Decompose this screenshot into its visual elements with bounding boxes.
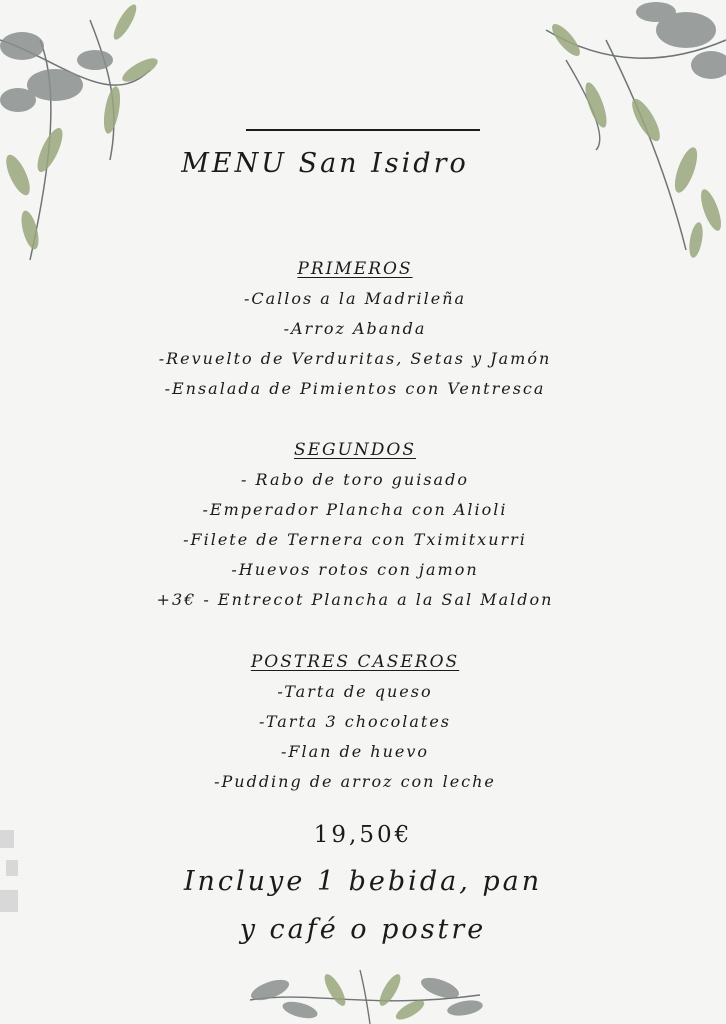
menu-item: -Revuelto de Verduritas, Setas y Jamón	[158, 349, 552, 368]
leaf-branch-icon	[0, 0, 190, 280]
title-rule	[246, 129, 480, 131]
menu-item: -Emperador Plancha con Alioli	[202, 500, 508, 519]
menu-item: -Huevos rotos con jamon	[231, 560, 479, 579]
menu-body	[0, 254, 710, 797]
menu-item: -Callos a la Madrileña	[243, 289, 467, 308]
menu-item: -Tarta de queso	[277, 682, 433, 701]
menu-price: 19,50€	[313, 822, 413, 848]
menu-item: -Tarta 3 chocolates	[258, 712, 452, 731]
leaf-branch-icon	[240, 960, 490, 1024]
section-primeros	[0, 254, 710, 404]
section-postres	[0, 647, 710, 797]
menu-item: -Pudding de arroz con leche	[214, 772, 496, 791]
section-segundos	[0, 435, 710, 615]
menu-item: - Rabo de toro guisado	[241, 470, 469, 489]
menu-item: +3€ - Entrecot Plancha a la Sal Maldon	[156, 590, 554, 609]
section-title: SEGUNDOS	[293, 440, 417, 460]
includes-note-line-1: Incluye 1 bebida, pan	[183, 866, 543, 897]
includes-note-line-2: y café o postre	[239, 914, 487, 945]
menu-title: MENU San Isidro	[181, 148, 469, 179]
menu-item: -Filete de Ternera con Tximitxurri	[183, 530, 527, 549]
section-title: POSTRES CASEROS	[250, 652, 460, 672]
menu-item: -Arroz Abanda	[283, 319, 427, 338]
menu-item: -Ensalada de Pimientos con Ventresca	[164, 379, 546, 398]
menu-item: -Flan de huevo	[280, 742, 430, 761]
leaf-branch-icon	[536, 0, 726, 270]
section-title: PRIMEROS	[297, 259, 413, 279]
